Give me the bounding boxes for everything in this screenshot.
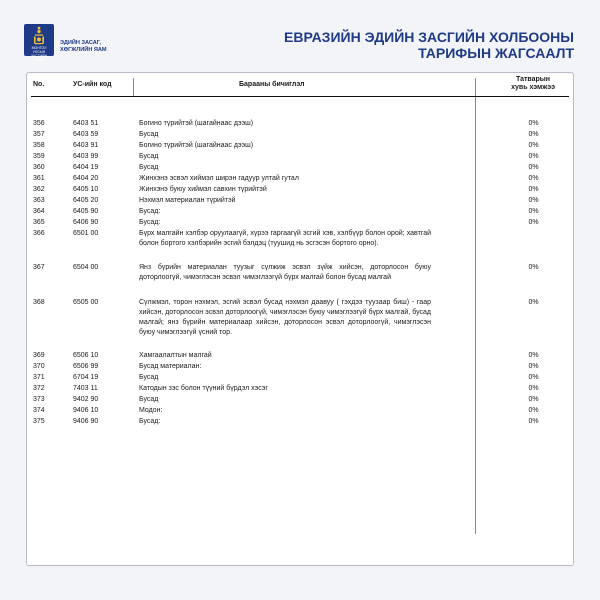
item-description: Бүрх малгайн хэлбэр оруулаагүй, хүрээ гаргаагүй эсгий хэв, хэлбүүр болон орой; хавтгай болон бортого хэлбэрийн эсгий бэлдэц (туушид нь эсгэсэн бортого орно). — [139, 230, 431, 247]
row-number: 363 — [33, 197, 45, 204]
tax-rate: 0% — [528, 131, 539, 138]
item-description: Жинхэнэ буюу хиймэл савхин түрийтэй — [139, 186, 267, 193]
hs-code: 6501 00 — [73, 230, 99, 237]
col-header-rate-line-2: хувь хэмжээ — [511, 84, 555, 91]
row-number: 368 — [33, 299, 45, 306]
hs-code: 9402 90 — [73, 396, 99, 403]
tax-rate: 0% — [528, 418, 539, 425]
col-header-desc: Барааны бичиглэл — [239, 81, 305, 88]
hs-code: 7403 11 — [73, 385, 98, 392]
hs-code: 6405 20 — [73, 197, 99, 204]
row-number: 371 — [33, 374, 45, 381]
tax-rate: 0% — [528, 153, 539, 160]
hs-code: 6406 90 — [73, 219, 99, 226]
tax-rate: 0% — [528, 175, 539, 182]
row-number: 356 — [33, 120, 45, 127]
item-description: Богино түрийтэй (шагайнаас дээш) — [139, 142, 254, 149]
hs-code: 6505 00 — [73, 299, 99, 306]
column-divider — [475, 78, 476, 534]
soyombo-icon — [33, 26, 45, 45]
row-number: 361 — [33, 175, 45, 182]
item-description: Бусад материалан: — [139, 363, 202, 370]
item-description: Бусад: — [139, 208, 161, 215]
row-number: 370 — [33, 363, 45, 370]
ministry-line-1: ЭДИЙН ЗАСАГ, — [60, 40, 101, 46]
hs-code: 6704 19 — [73, 374, 99, 381]
item-description: Хамгаалалтын малгай — [139, 352, 212, 359]
col-header-code: УС-ийн код — [73, 81, 112, 88]
item-description: Модон: — [139, 407, 163, 414]
item-description: Бусад — [139, 131, 159, 138]
row-number: 375 — [33, 418, 45, 425]
item-description: Бусад: — [139, 219, 161, 226]
row-number: 357 — [33, 131, 45, 138]
hs-code: 6405 90 — [73, 208, 99, 215]
item-description: Бусад: — [139, 418, 161, 425]
tax-rate: 0% — [528, 374, 539, 381]
tax-rate: 0% — [528, 197, 539, 204]
row-number: 364 — [33, 208, 45, 215]
tax-rate: 0% — [528, 363, 539, 370]
tax-rate: 0% — [528, 208, 539, 215]
item-description: Янз бүрийн материалан туузыг сүлжиж эсвэл зүйж хийсэн, доторлосон буюу доторлоогүй, чимэглэсэн эсвэл чимэглээгүй бүрх малгай болон бусад малгай — [139, 264, 431, 281]
item-description: Бусад — [139, 164, 159, 171]
col-header-no: No. — [33, 81, 45, 88]
hs-code: 9406 90 — [73, 418, 99, 425]
hs-code: 6405 10 — [73, 186, 99, 193]
item-description: Бусад — [139, 396, 159, 403]
tax-rate: 0% — [528, 264, 539, 271]
ministry-line-2: ХӨГЖЛИЙН ЯАМ — [60, 47, 107, 53]
title-line-2: ТАРИФЫН ЖАГСААЛТ — [418, 45, 574, 61]
tax-rate: 0% — [528, 407, 539, 414]
header-divider — [31, 96, 569, 97]
row-number: 369 — [33, 352, 45, 359]
row-number: 360 — [33, 164, 45, 171]
tax-rate: 0% — [528, 142, 539, 149]
tariff-table — [26, 72, 574, 566]
hs-code: 6403 59 — [73, 131, 99, 138]
item-description: Бусад — [139, 153, 159, 160]
row-number: 367 — [33, 264, 45, 271]
item-description: Бусад — [139, 374, 159, 381]
col-header-rate — [497, 76, 569, 92]
hs-code: 6504 00 — [73, 264, 99, 271]
tax-rate: 0% — [528, 219, 539, 226]
tax-rate: 0% — [528, 352, 539, 359]
item-description: Нэхмэл материалан түрийтэй — [139, 197, 236, 204]
tax-rate: 0% — [528, 385, 539, 392]
row-number: 372 — [33, 385, 45, 392]
item-description: Жинхэнэ эсвэл хиймэл ширэн гадуур ултай гутал — [139, 175, 299, 182]
col-header-rate-line-1: Татварын — [515, 76, 550, 83]
tax-rate: 0% — [528, 120, 539, 127]
row-number: 373 — [33, 396, 45, 403]
hs-code: 9406 10 — [73, 407, 99, 414]
tax-rate: 0% — [528, 396, 539, 403]
hs-code: 6403 91 — [73, 142, 99, 149]
column-divider — [133, 78, 134, 96]
item-description: Катодын зэс болон түүний бүрдэл хэсэг — [139, 385, 268, 392]
page-title — [284, 29, 574, 61]
tax-rate: 0% — [528, 164, 539, 171]
hs-code: 6404 19 — [73, 164, 99, 171]
hs-code: 6403 51 — [73, 120, 99, 127]
hs-code: 6403 99 — [73, 153, 99, 160]
row-number: 374 — [33, 407, 45, 414]
item-description: Богино түрийтэй (шагайнаас дээш) — [139, 120, 254, 127]
government-emblem-logo — [24, 24, 54, 62]
hs-code: 6404 20 — [73, 175, 99, 182]
row-number: 366 — [33, 230, 45, 237]
row-number: 358 — [33, 142, 45, 149]
ministry-name — [60, 40, 107, 54]
hs-code: 6506 10 — [73, 352, 99, 359]
row-number: 359 — [33, 153, 45, 160]
tax-rate: 0% — [528, 186, 539, 193]
row-number: 365 — [33, 219, 45, 226]
emblem-text: МОНГОЛ УЛСЫН ЗАСГИЙН ГАЗАР — [30, 46, 48, 62]
row-number: 362 — [33, 186, 45, 193]
item-description: Сүлжмэл, торон нэхмэл, эсгий эсвэл бусад нэхмэл даавуу ( гэхдээ туузаар биш) - гаар хийсэн, доторлосон эсвэл доторлоогүй, чимэглэсэн буюу чимэглээгүй бүрх малгай, бусад малгай; янз бүрийн материалаар хийсэн, доторлосон эсвэл доторлоогүй, чимэглэсэн буюу чимэглээгүй үсний тор. — [139, 299, 431, 336]
tax-rate: 0% — [528, 299, 539, 306]
title-line-1: ЕВРАЗИЙН ЭДИЙН ЗАСГИЙН ХОЛБООНЫ — [284, 29, 574, 45]
hs-code: 6506 99 — [73, 363, 99, 370]
